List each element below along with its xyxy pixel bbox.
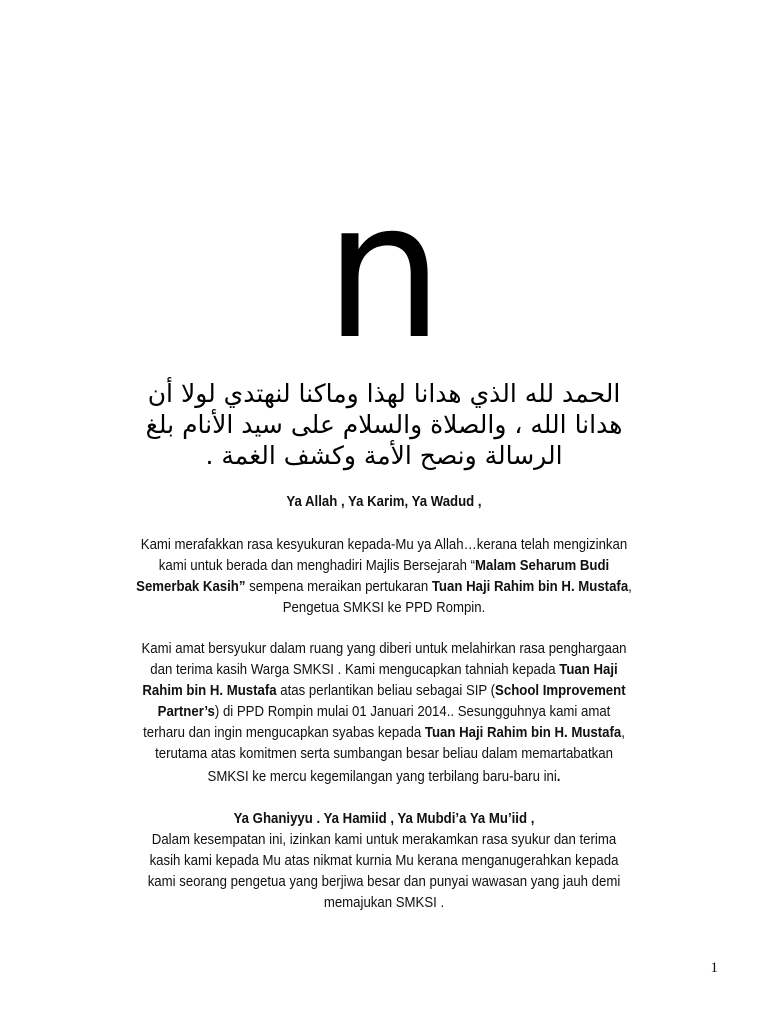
honoree-name: Tuan Haji Rahim bin H. Mustafa [431,578,629,595]
arabic-opening [108,378,660,471]
event-name: Semerbak Kasih” [136,578,246,595]
closing-period: . [556,768,561,785]
paragraph-line: kami seorang pengetua yang berjiwa besar dan punyai wawasan yang jauh demi [147,873,621,890]
honoree-name: Tuan Haji Rahim bin H. Mustafa [424,724,622,741]
paragraph-1 [134,534,634,618]
paragraph-2 [134,638,634,764]
paragraph-line: Pengetua SMKSI ke PPD Rompin. [282,599,486,616]
paragraph-line: Kami merafakkan rasa kesyukuran kepada-Mu ya Allah…kerana telah mengizinkan [140,536,628,553]
invocation-heading-2: Ya Ghaniyyu . Ya Hamiid , Ya Mubdi’a Ya Mu’iid , [233,810,535,827]
paragraph-line: memajukan SMKSI . [323,894,445,911]
honoree-name: Rahim bin H. Mustafa [142,682,277,699]
paragraph-line: terutama atas komitmen serta sumbangan besar beliau dalam memartabatkan [155,745,613,762]
paragraph-line: Semerbak Kasih” sempena meraikan pertukaran Tuan Haji Rahim bin H. Mustafa, [136,578,632,595]
paragraph-line: dan terima kasih Warga SMKSI . Kami mengucapkan tahniah kepada Tuan Haji [150,661,618,678]
symbol-glyph: n [324,162,444,381]
paragraph-line: Partner’s) di PPD Rompin mulai 01 Januari 2014.. Sesungguhnya kami amat [157,703,611,720]
paragraph-line: Kami amat bersyukur dalam ruang yang diberi untuk melahirkan rasa penghargaan [141,640,627,657]
paragraph-3 [134,808,634,913]
paragraph-line: Rahim bin H. Mustafa atas perlantikan beliau sebagai SIP (School Improvement [142,682,626,699]
arabic-line: الحمد لله الذي هدانا لهذا وماكنا لنهتدي لولا أن [147,379,621,408]
paragraph-line: kasih kami kepada Mu atas nikmat kurnia Mu kerana menganugerahkan kepada [149,852,619,869]
arabic-line: هدانا الله ، والصلاة والسلام على سيد الأنام بلغ [145,410,623,439]
event-name: Malam Seharum Budi [474,557,610,574]
paragraph-2-closing: SMKSI ke mercu kegemilangan yang terbilang baru-baru ini. [207,768,561,785]
paragraph-line: Dalam kesempatan ini, izinkan kami untuk merakamkan rasa syukur dan terima [151,831,617,848]
paragraph-line: terharu dan ingin mengucapkan syabas kepada Tuan Haji Rahim bin H. Mustafa, [143,724,625,741]
invocation-heading-1: Ya Allah , Ya Karim, Ya Wadud , [286,493,482,510]
page-number: 1 [710,960,718,976]
paragraph-line: kami untuk berada dan menghadiri Majlis Bersejarah “Malam Seharum Budi [158,557,610,574]
sip-title: School Improvement [495,682,626,699]
sip-title: Partner’s [157,703,215,720]
honoree-name: Tuan Haji [559,661,618,678]
arabic-line: الرسالة ونصح الأمة وكشف الغمة . [205,441,563,470]
